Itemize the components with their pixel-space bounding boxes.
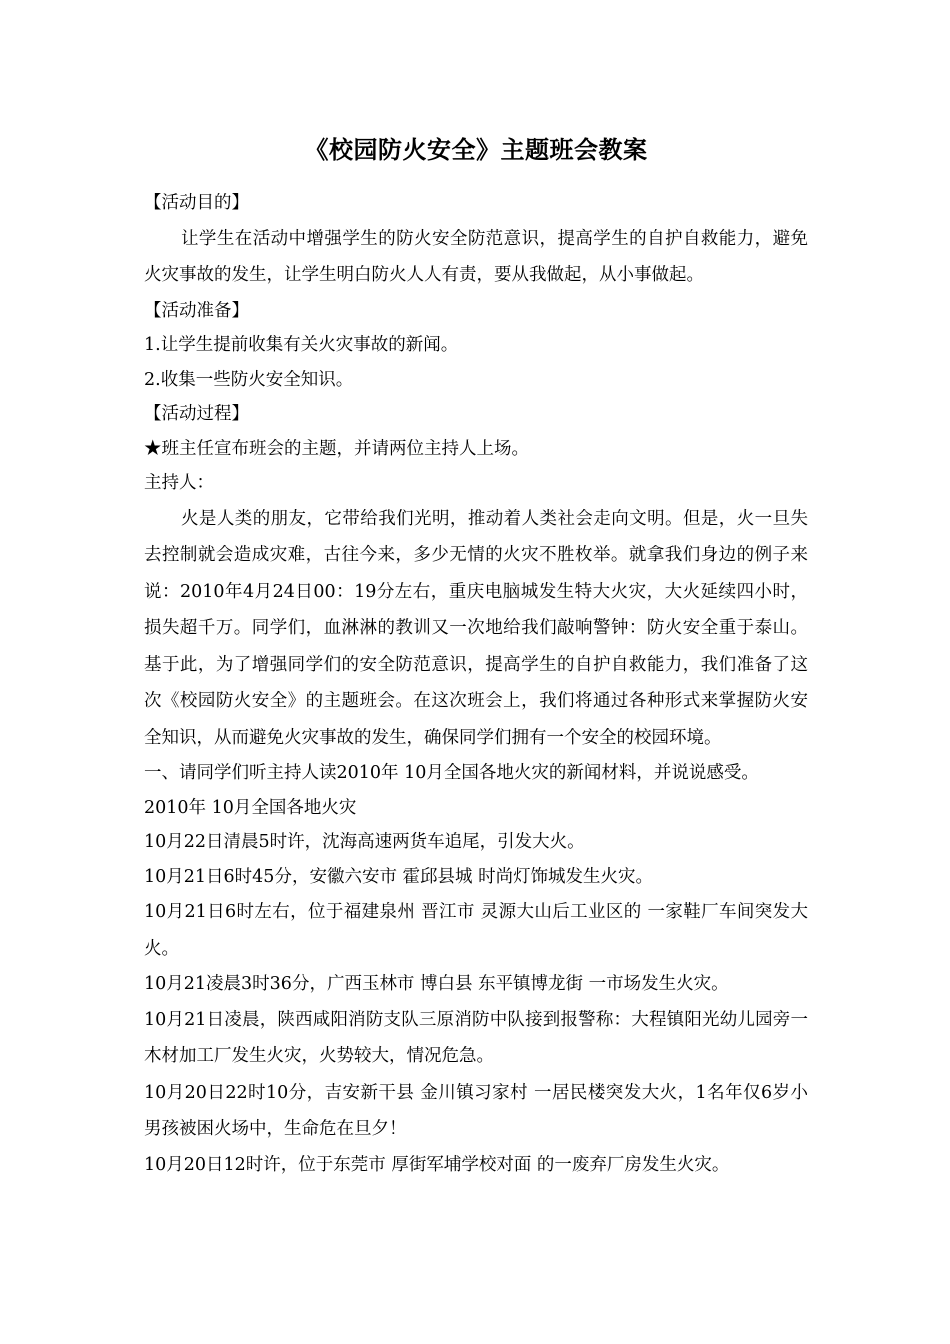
prep-item: 1.让学生提前收集有关火灾事故的新闻。 xyxy=(144,335,459,355)
news-item: 10月20日12时许，位于东莞市 厚街军埔学校对面 的一废弃厂房发生火灾。 xyxy=(144,1154,730,1175)
news-heading: 2010年 10月全国各地火灾 xyxy=(144,797,357,818)
document-title: 《校园防火安全》主题班会教案 xyxy=(304,136,648,164)
purpose-heading: 【活动目的】 xyxy=(144,193,249,213)
prep-item: 2.收集一些防火安全知识。 xyxy=(144,369,354,390)
host-speech: 火是人类的朋友，它带给我们光明，推动着人类社会走向文明。但是，火一旦失去控制就会造成灾难，古往今来，多少无情的火灾不胜枚举。就拿我们身边的例子来说：2010年4月24日00：19分左右，重庆电脑城发生特大火灾，大火延续四小时，损失超千万。同学们，血淋淋的教训又一次地给我们敲响警钟：防火安全重于泰山。基于此，为了增强同学们的安全防范意识，提高学生的自护自救能力，我们准备了这次《校园防火安全》的主题班会。在这次班会上，我们将通过各种形式来掌握防火安全知识，从而避免火灾事故的发生，确保同学们拥有一个安全的校园环境。 xyxy=(144,508,808,748)
process-heading: 【活动过程】 xyxy=(144,404,249,424)
news-item: 10月22日清晨5时许，沈海高速两货车追尾，引发大火。 xyxy=(144,832,585,852)
purpose-text: 让学生在活动中增强学生的防火安全防范意识，提高学生的自护自救能力，避免火灾事故的发生，让学生明白防火人人有责，要从我做起，从小事做起。 xyxy=(144,228,808,285)
host-label: 主持人： xyxy=(144,473,214,493)
news-item: 10月21凌晨3时36分，广西玉林市 博白县 东平镇博龙街 一市场发生火灾。 xyxy=(144,974,729,994)
news-item: 10月21日6时左右，位于福建泉州 晋江市 灵源大山后工业区的 一家鞋厂车间突发大火。 xyxy=(144,902,808,959)
process-star-line: ★班主任宣布班会的主题，并请两位主持人上场。 xyxy=(144,438,529,459)
news-item: 10月21日6时45分，安徽六安市 霍邱县城 时尚灯饰城发生火灾。 xyxy=(144,866,654,887)
news-item: 10月20日22时10分，吉安新干县 金川镇习家村 一居民楼突发大火，1名年仅6岁小男孩被困火场中，生命危在旦夕！ xyxy=(144,1082,808,1139)
step-one: 一、请同学们听主持人读2010年 10月全国各地火灾的新闻材料，并说说感受。 xyxy=(144,763,759,783)
news-item: 10月21日凌晨，陕西咸阳消防支队三原消防中队接到报警称：大程镇阳光幼儿园旁一木材加工厂发生火灾，火势较大，情况危急。 xyxy=(144,1009,808,1066)
prep-heading: 【活动准备】 xyxy=(144,300,249,321)
document-page xyxy=(144,130,808,1182)
